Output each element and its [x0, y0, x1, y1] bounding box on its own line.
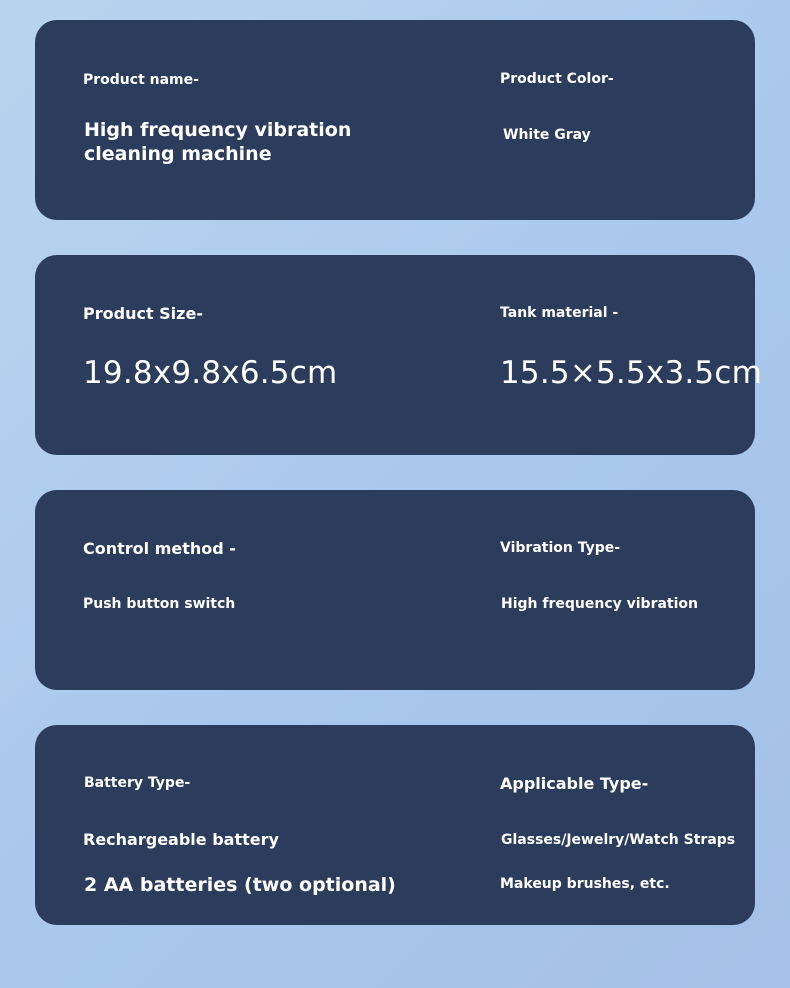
- spec-card-product-name: [35, 20, 755, 220]
- product-name-value-line1: High frequency vibration: [84, 119, 352, 141]
- product-size-value: 19.8x9.8x6.5cm: [83, 355, 338, 391]
- vibration-type-label: Vibration Type-: [500, 540, 621, 556]
- control-method-label: Control method -: [83, 539, 236, 558]
- product-name-label: Product name-: [83, 72, 199, 88]
- battery-type-label: Battery Type-: [84, 775, 191, 791]
- product-size-label: Product Size-: [83, 304, 203, 323]
- vibration-type-value: High frequency vibration: [501, 596, 698, 612]
- product-color-label: Product Color-: [500, 71, 614, 87]
- battery-type-value-line2: 2 AA batteries (two optional): [84, 874, 396, 896]
- control-method-value: Push button switch: [83, 596, 236, 612]
- battery-type-value-line1: Rechargeable battery: [83, 830, 279, 849]
- tank-material-label: Tank material -: [500, 305, 619, 321]
- spec-card-size: [35, 255, 762, 455]
- applicable-type-label: Applicable Type-: [500, 774, 649, 793]
- spec-card-battery: [35, 725, 755, 925]
- tank-material-value: 15.5×5.5x3.5cm: [500, 355, 762, 391]
- applicable-type-value-line1: Glasses/Jewelry/Watch Straps: [501, 832, 736, 848]
- product-color-value: White Gray: [503, 127, 591, 143]
- spec-card-control: [35, 490, 755, 690]
- product-name-value-line2: cleaning machine: [84, 143, 272, 165]
- applicable-type-value-line2: Makeup brushes, etc.: [500, 876, 670, 892]
